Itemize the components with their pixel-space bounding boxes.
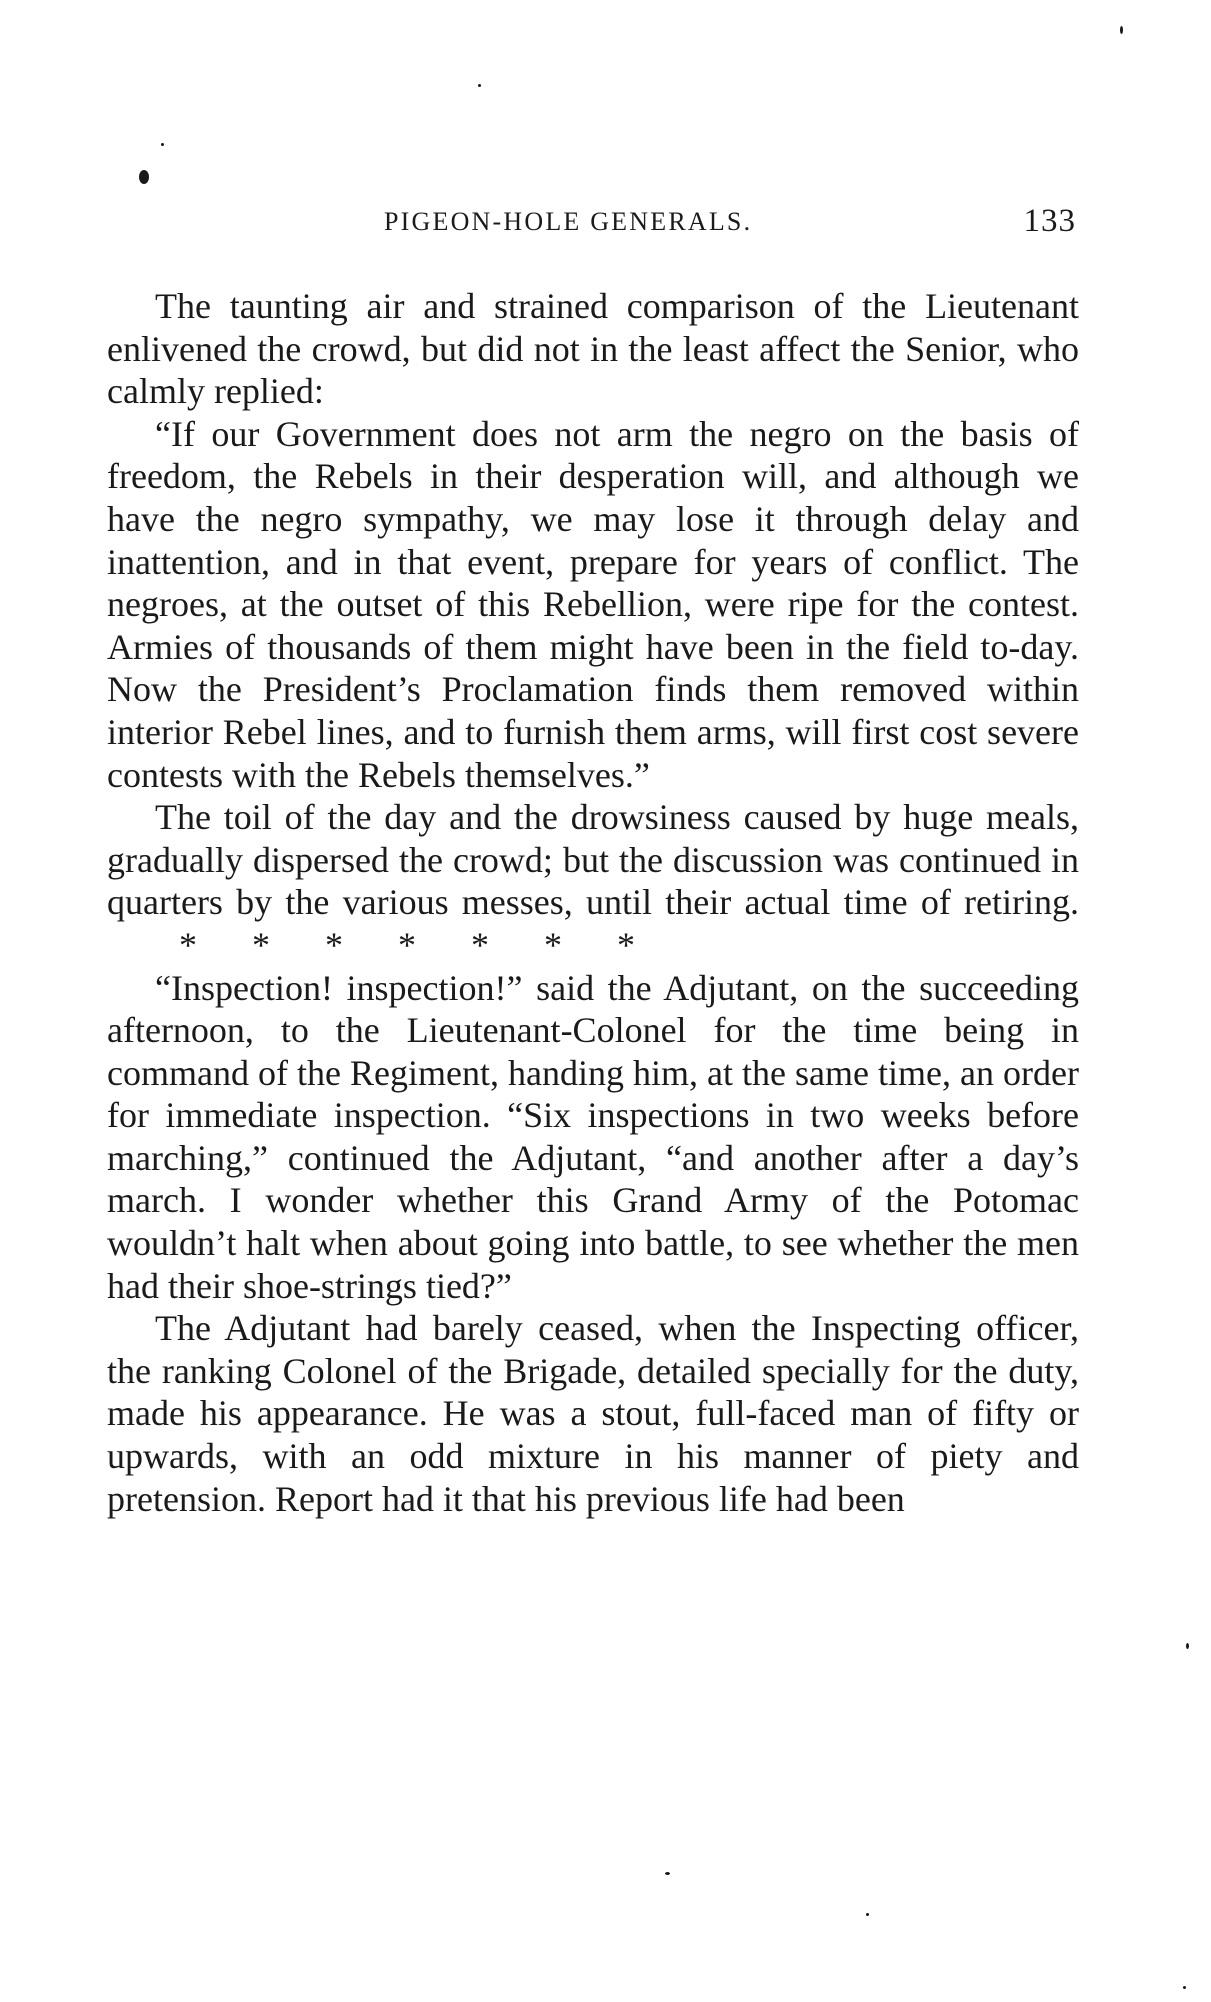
page-number: 133 <box>1023 203 1076 239</box>
scan-speck <box>161 143 164 146</box>
paragraph-text: The toil of the day and the drowsiness caused by huge meals, gradually dispersed the crowd; but the discussion was continued in quarters by the various messes, until their actual time of retiring. <box>107 797 1079 923</box>
paragraph: The Adjutant had barely ceased, when the Inspecting officer, the ranking Colonel of the Brigade, detailed specially for the duty, made his appearance. He was a stout, full-faced man of fifty or upwards, with an odd mixture in his manner of piety and pretension. Report had it that his previous life had been <box>107 1308 1079 1519</box>
scan-speck <box>866 1913 869 1916</box>
scan-speck <box>139 170 149 184</box>
scan-speck <box>478 84 481 87</box>
scan-speck <box>1120 26 1123 34</box>
running-title: PIGEON-HOLE GENERALS. <box>384 207 753 236</box>
paragraph: “Inspection! inspection!” said the Adjutant, on the succeeding afternoon, to the Lieutenant-Colonel for the time being in command of the Regiment, handing him, at the same time, an order for immediate inspection. “Six inspections in two weeks before marching,” continued the Adjutant, “and another after a day’s march. I wonder whether this Grand Army of the Potomac wouldn’t halt when about going into battle, to see whether the men had their shoe-strings tied?” <box>107 967 1079 1306</box>
paragraph <box>107 796 1079 966</box>
paragraph: The taunting air and strained comparison of the Lieutenant enlivened the crowd, but did not in the least affect the Senior, who calmly replied: <box>107 286 1079 412</box>
scan-speck <box>665 1872 670 1875</box>
paragraph: “If our Government does not arm the negro on the basis of freedom, the Rebels in their desperation will, and although we have the negro sympathy, we may lose it through delay and inattention, and in that event, prepare for years of conflict. The negroes, at the outset of this Rebellion, were ripe for the contest. Armies of thousands of them might have been in the field to-day. Now the President’s Proclamation finds them removed within interior Rebel lines, and to furnish them arms, will first cost severe contests with the Rebels themselves.” <box>107 413 1079 795</box>
page-header <box>148 203 1076 243</box>
scan-speck <box>1186 1643 1189 1649</box>
text-body <box>107 285 1079 1520</box>
scan-speck <box>1183 1986 1186 1989</box>
section-break-asterisks: * * * * * * * <box>179 924 635 965</box>
